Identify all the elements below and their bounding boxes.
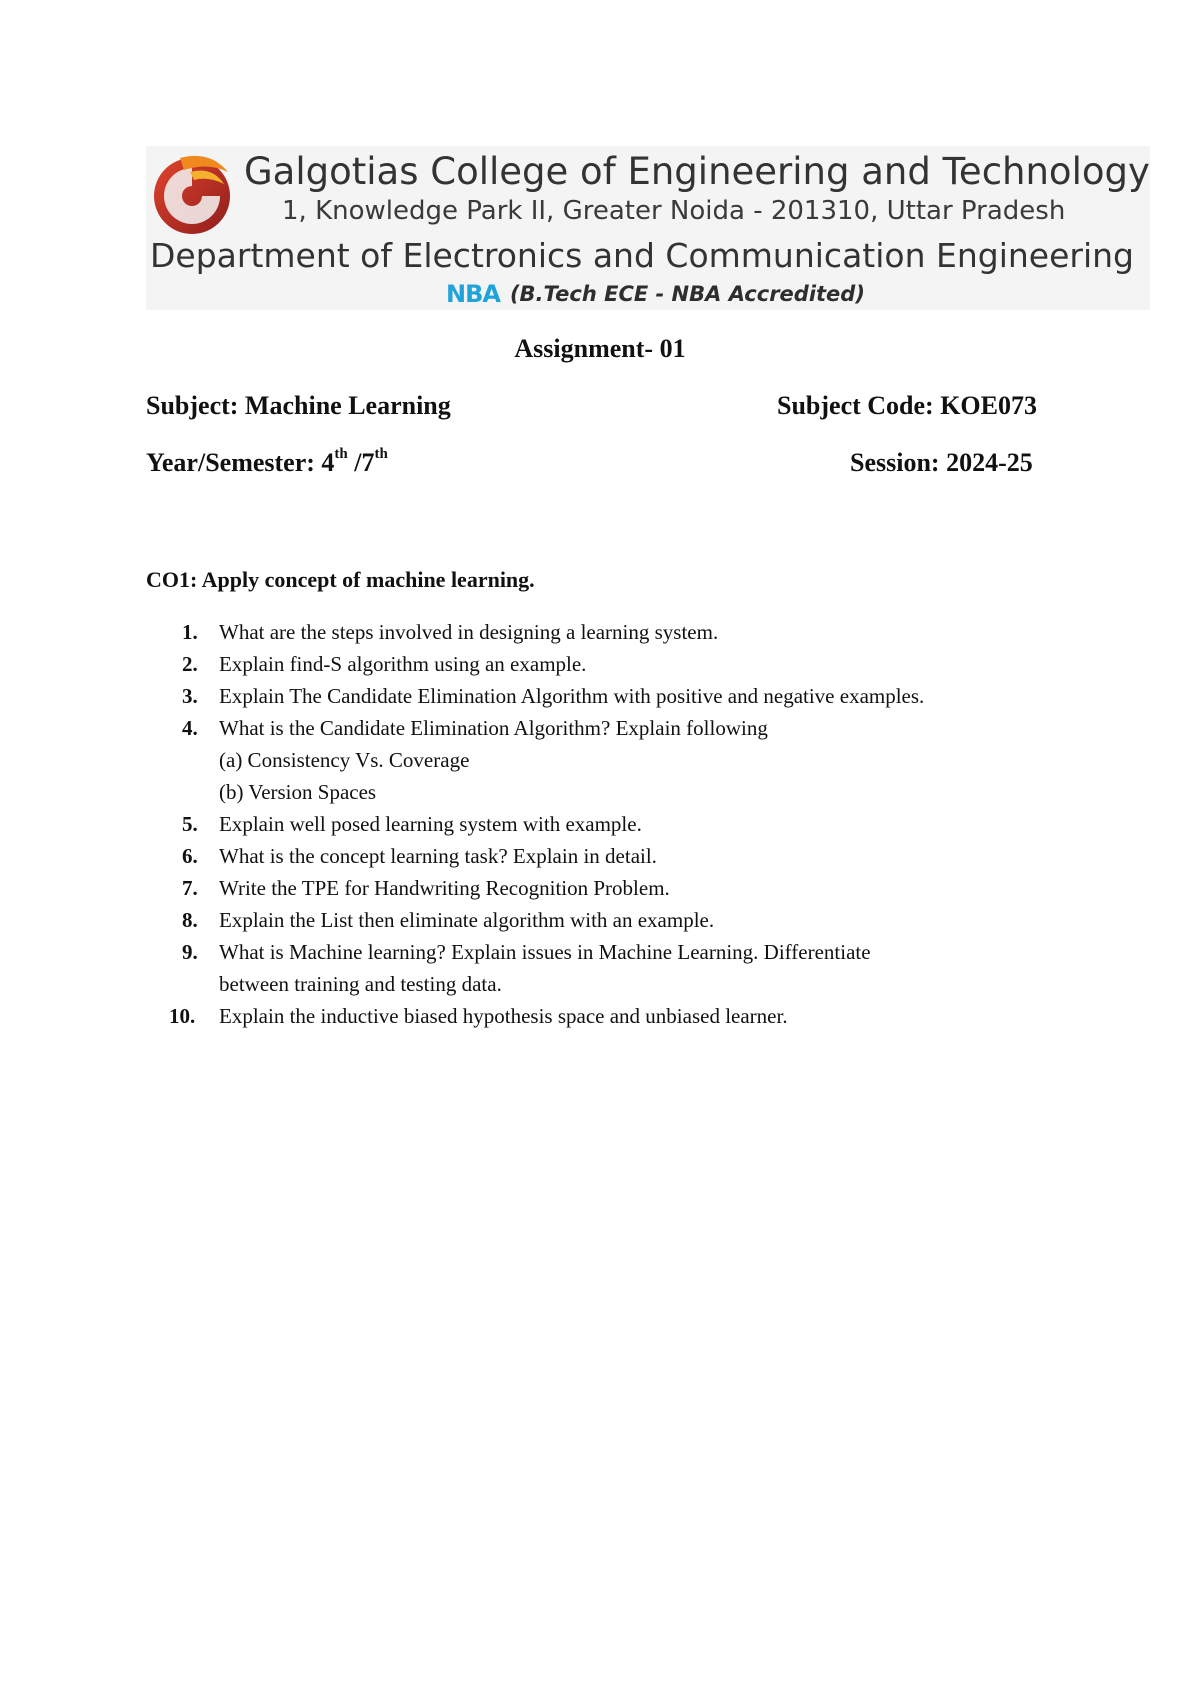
question-item	[146, 840, 1096, 872]
question-text: What is the concept learning task? Explain in detail.	[219, 844, 657, 868]
question-number: 4.	[182, 716, 198, 740]
session: Session: 2024-25	[850, 448, 1033, 477]
question-text: What are the steps involved in designing a learning system.	[219, 620, 719, 644]
question-text: Write the TPE for Handwriting Recognition Problem.	[219, 876, 670, 900]
college-header-banner	[146, 146, 1150, 310]
question-item	[146, 616, 1096, 648]
question-item	[146, 936, 1096, 1000]
question-list	[146, 616, 1096, 1032]
department-name: Department of Electronics and Communication Engineering	[150, 236, 1134, 275]
question-number: 8.	[182, 908, 198, 932]
question-text: Explain well posed learning system with example.	[219, 812, 642, 836]
year-semester	[146, 448, 388, 478]
assignment-title: Assignment- 01	[514, 334, 686, 363]
question-item	[146, 648, 1096, 680]
question-item	[146, 680, 1096, 712]
question-number: 3.	[182, 684, 198, 708]
question-item	[146, 1000, 1096, 1032]
college-name: Galgotias College of Engineering and Technology	[244, 150, 1150, 193]
question-item	[146, 808, 1096, 840]
question-number: 6.	[182, 844, 198, 868]
subject-code: Subject Code: KOE073	[777, 391, 1037, 420]
question-text: Explain find-S algorithm using an example.	[219, 652, 587, 676]
semester-text: /7	[347, 448, 375, 477]
course-outcome	[146, 567, 535, 593]
course-outcome-text: Apply concept of machine learning.	[197, 567, 535, 592]
college-logo-icon	[150, 150, 238, 238]
question-item	[146, 904, 1096, 936]
question-number: 7.	[182, 876, 198, 900]
question-number: 9.	[182, 940, 198, 964]
question-text: (b) Version Spaces	[219, 780, 377, 804]
year-text: Year/Semester: 4	[146, 448, 335, 477]
question-text: Explain The Candidate Elimination Algorithm with positive and negative examples.	[219, 684, 925, 708]
question-item	[146, 712, 1096, 808]
accreditation-row	[446, 280, 865, 308]
question-text: What is Machine learning? Explain issues in Machine Learning. Differentiate	[219, 940, 871, 964]
question-item	[146, 872, 1096, 904]
question-number: 5.	[182, 812, 198, 836]
semester-superscript: th	[374, 446, 388, 462]
accreditation-text: (B.Tech ECE - NBA Accredited)	[509, 282, 865, 306]
subject-label: Subject: Machine Learning	[146, 391, 451, 420]
question-text: between training and testing data.	[219, 972, 502, 996]
year-superscript: th	[334, 446, 348, 462]
question-text: Explain the List then eliminate algorithm with an example.	[219, 908, 715, 932]
college-address: 1, Knowledge Park II, Greater Noida - 201310, Uttar Pradesh	[282, 196, 1066, 226]
course-outcome-label: CO1:	[146, 567, 198, 592]
question-text: (a) Consistency Vs. Coverage	[219, 748, 470, 772]
question-text: What is the Candidate Elimination Algorithm? Explain following	[219, 716, 768, 740]
question-number: 2.	[182, 652, 198, 676]
question-text: Explain the inductive biased hypothesis space and unbiased learner.	[219, 1004, 788, 1028]
nba-logo: NBA	[446, 280, 500, 308]
question-number: 10.	[169, 1004, 196, 1028]
question-number: 1.	[182, 620, 198, 644]
